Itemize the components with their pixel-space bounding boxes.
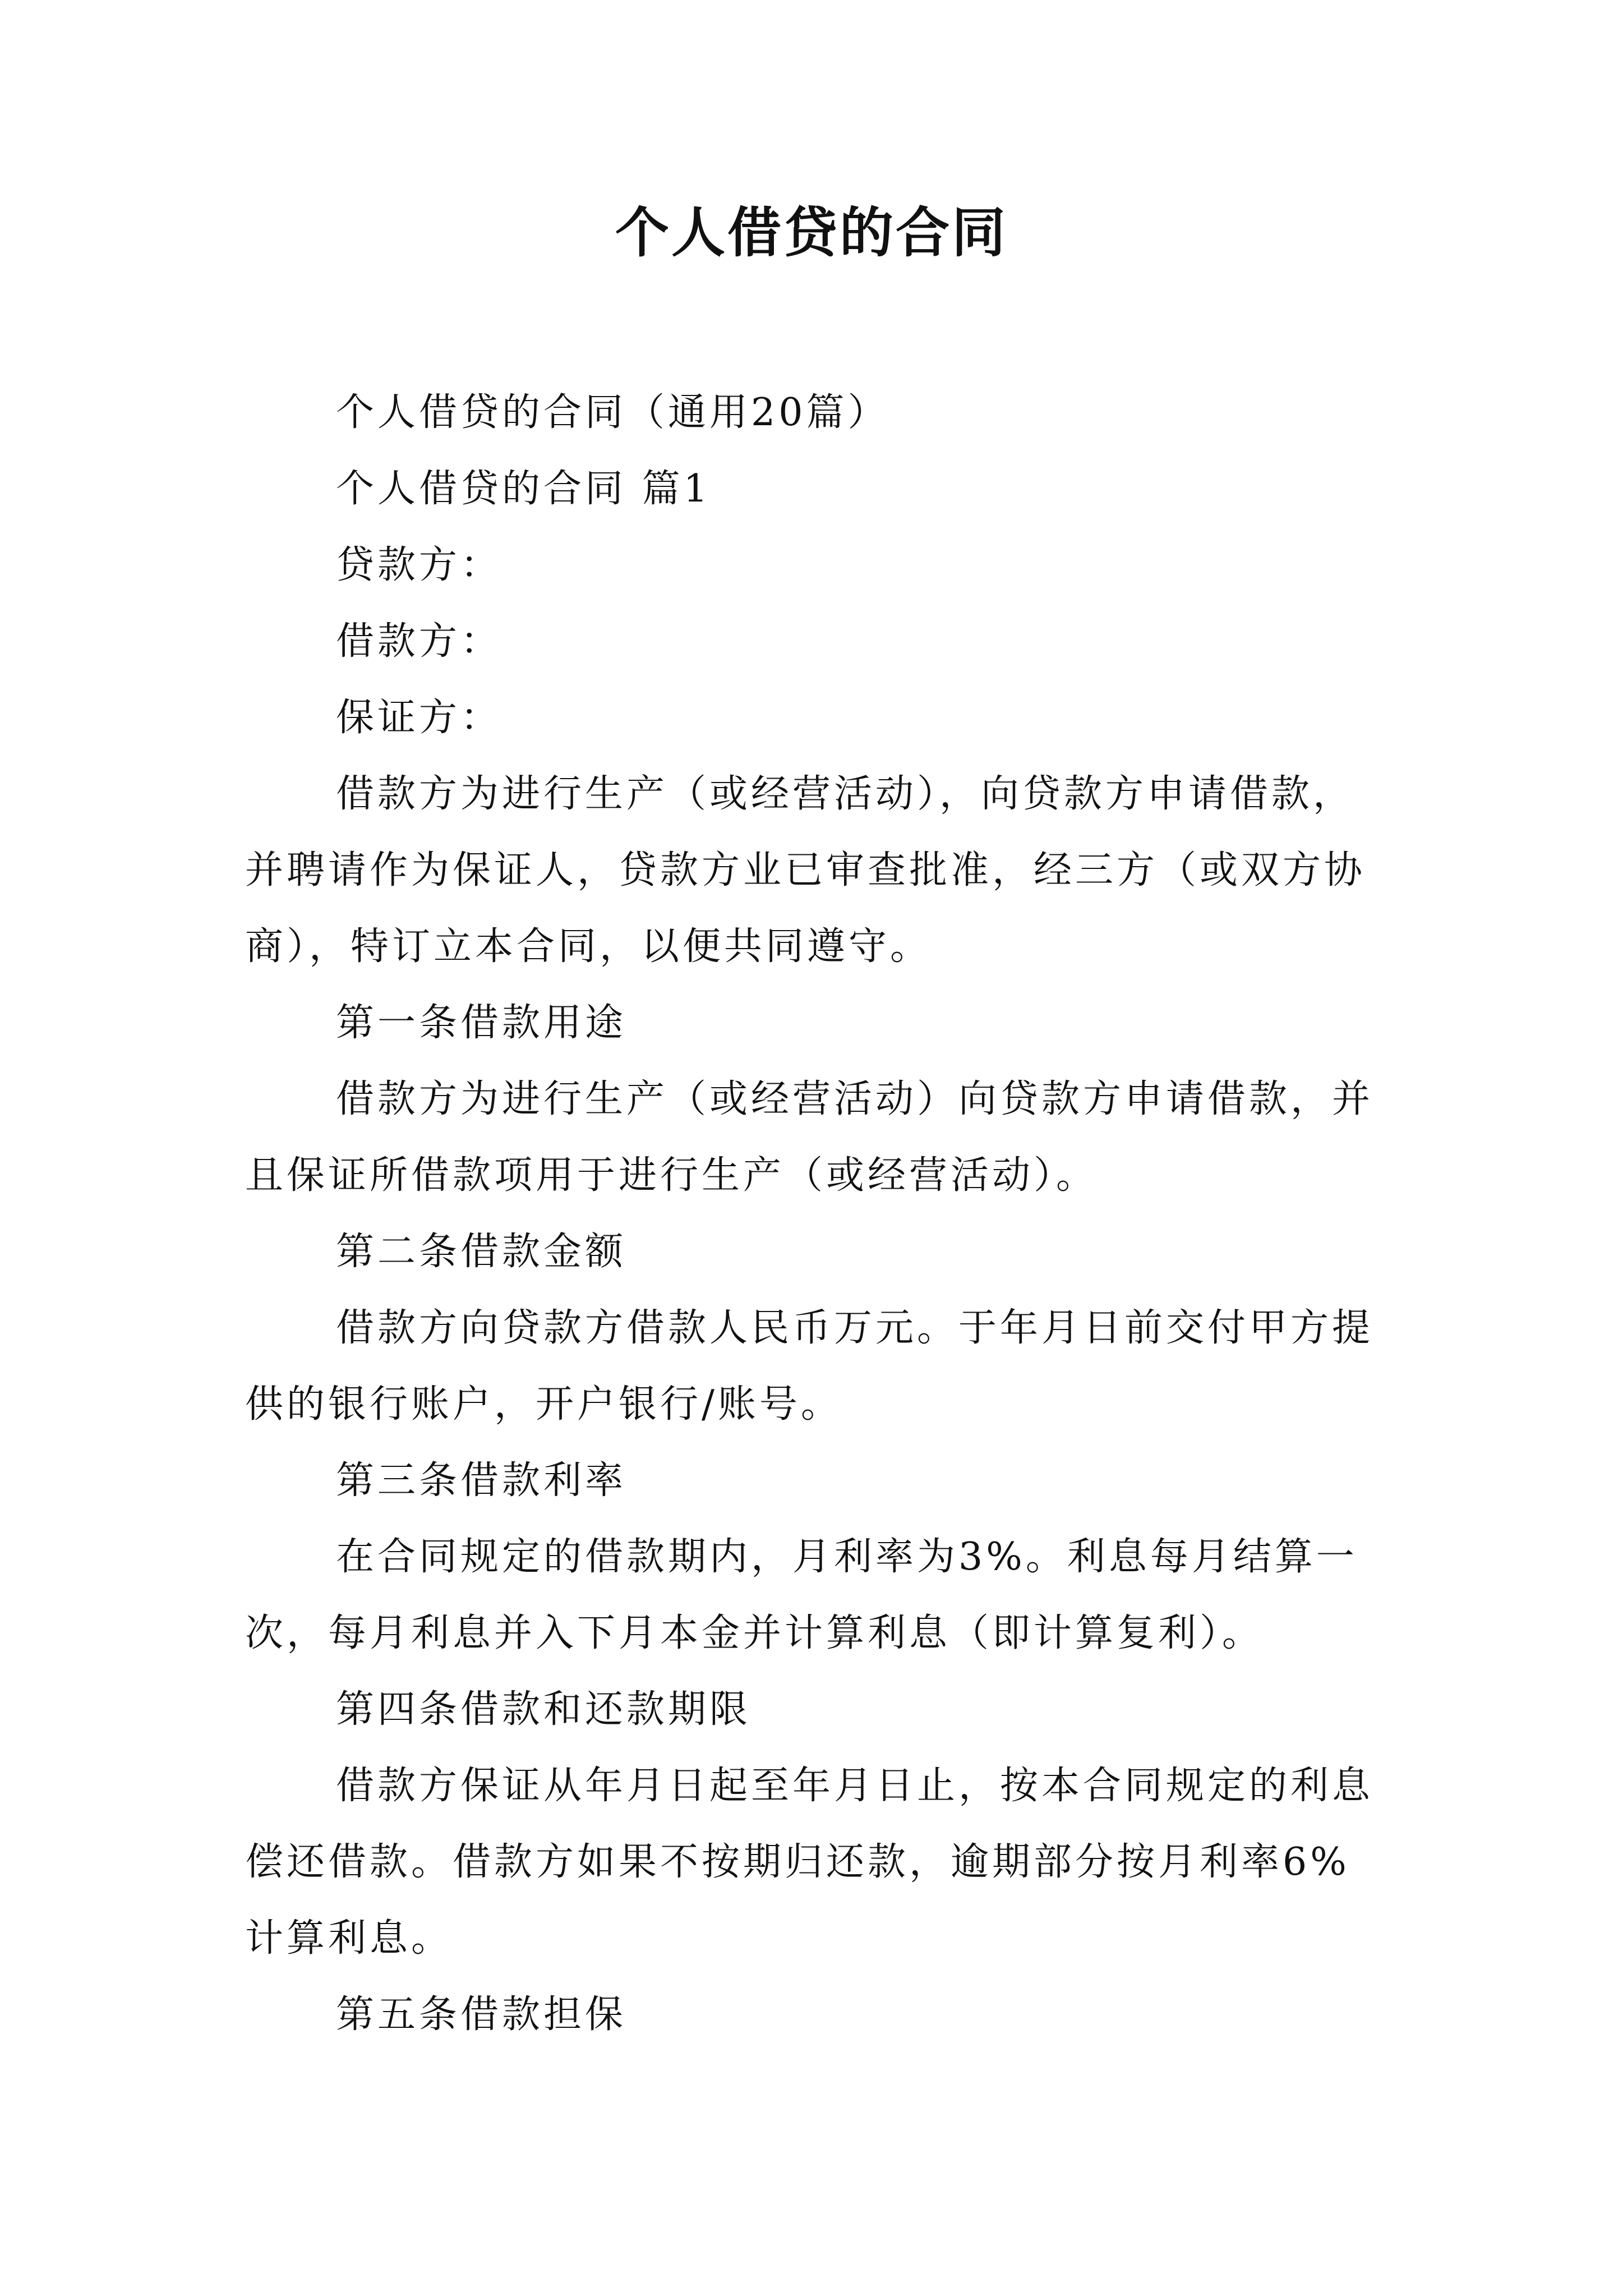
paragraph-lender: 贷款方： [336, 543, 502, 587]
document-title: 个人借贷的合同 [615, 201, 1008, 264]
paragraph-article-2-heading: 第二条借款金额 [336, 1230, 627, 1274]
paragraph-subtitle: 个人借贷的合同（通用20篇） [336, 390, 889, 435]
paragraph-article-4-body: 借款方保证从年月日起至年月日止，按本合同规定的利息偿还借款。借款方如果不按期归还款，逾期部分按月利率6%计算利息。 [245, 1764, 1374, 1961]
paragraph-article-3-heading: 第三条借款利率 [336, 1458, 627, 1503]
document-body [245, 375, 1378, 2053]
paragraph-guarantor: 保证方： [336, 696, 502, 740]
paragraph-article-3-body: 在合同规定的借款期内，月利率为3%。利息每月结算一次，每月利息并入下月本金并计算利息（即计算复利）。 [245, 1535, 1358, 1655]
paragraph-article-5-heading: 第五条借款担保 [336, 1993, 627, 2037]
paragraph-section-heading: 个人借贷的合同 篇1 [336, 467, 711, 511]
paragraph-article-1-heading: 第一条借款用途 [336, 1001, 627, 1045]
paragraph-article-1-body: 借款方为进行生产（或经营活动）向贷款方申请借款，并且保证所借款项用于进行生产（或经营活动）。 [245, 1077, 1374, 1198]
paragraph-preamble: 借款方为进行生产（或经营活动），向贷款方申请借款，并聘请作为保证人，贷款方业已审查批准，经三方（或双方协商），特订立本合同，以便共同遵守。 [245, 772, 1366, 969]
paragraph-article-4-heading: 第四条借款和还款期限 [336, 1687, 751, 1732]
paragraph-borrower: 借款方： [336, 619, 502, 664]
paragraph-article-2-body: 借款方向贷款方借款人民币万元。于年月日前交付甲方提供的银行账户，开户银行/账号。 [245, 1306, 1374, 1427]
